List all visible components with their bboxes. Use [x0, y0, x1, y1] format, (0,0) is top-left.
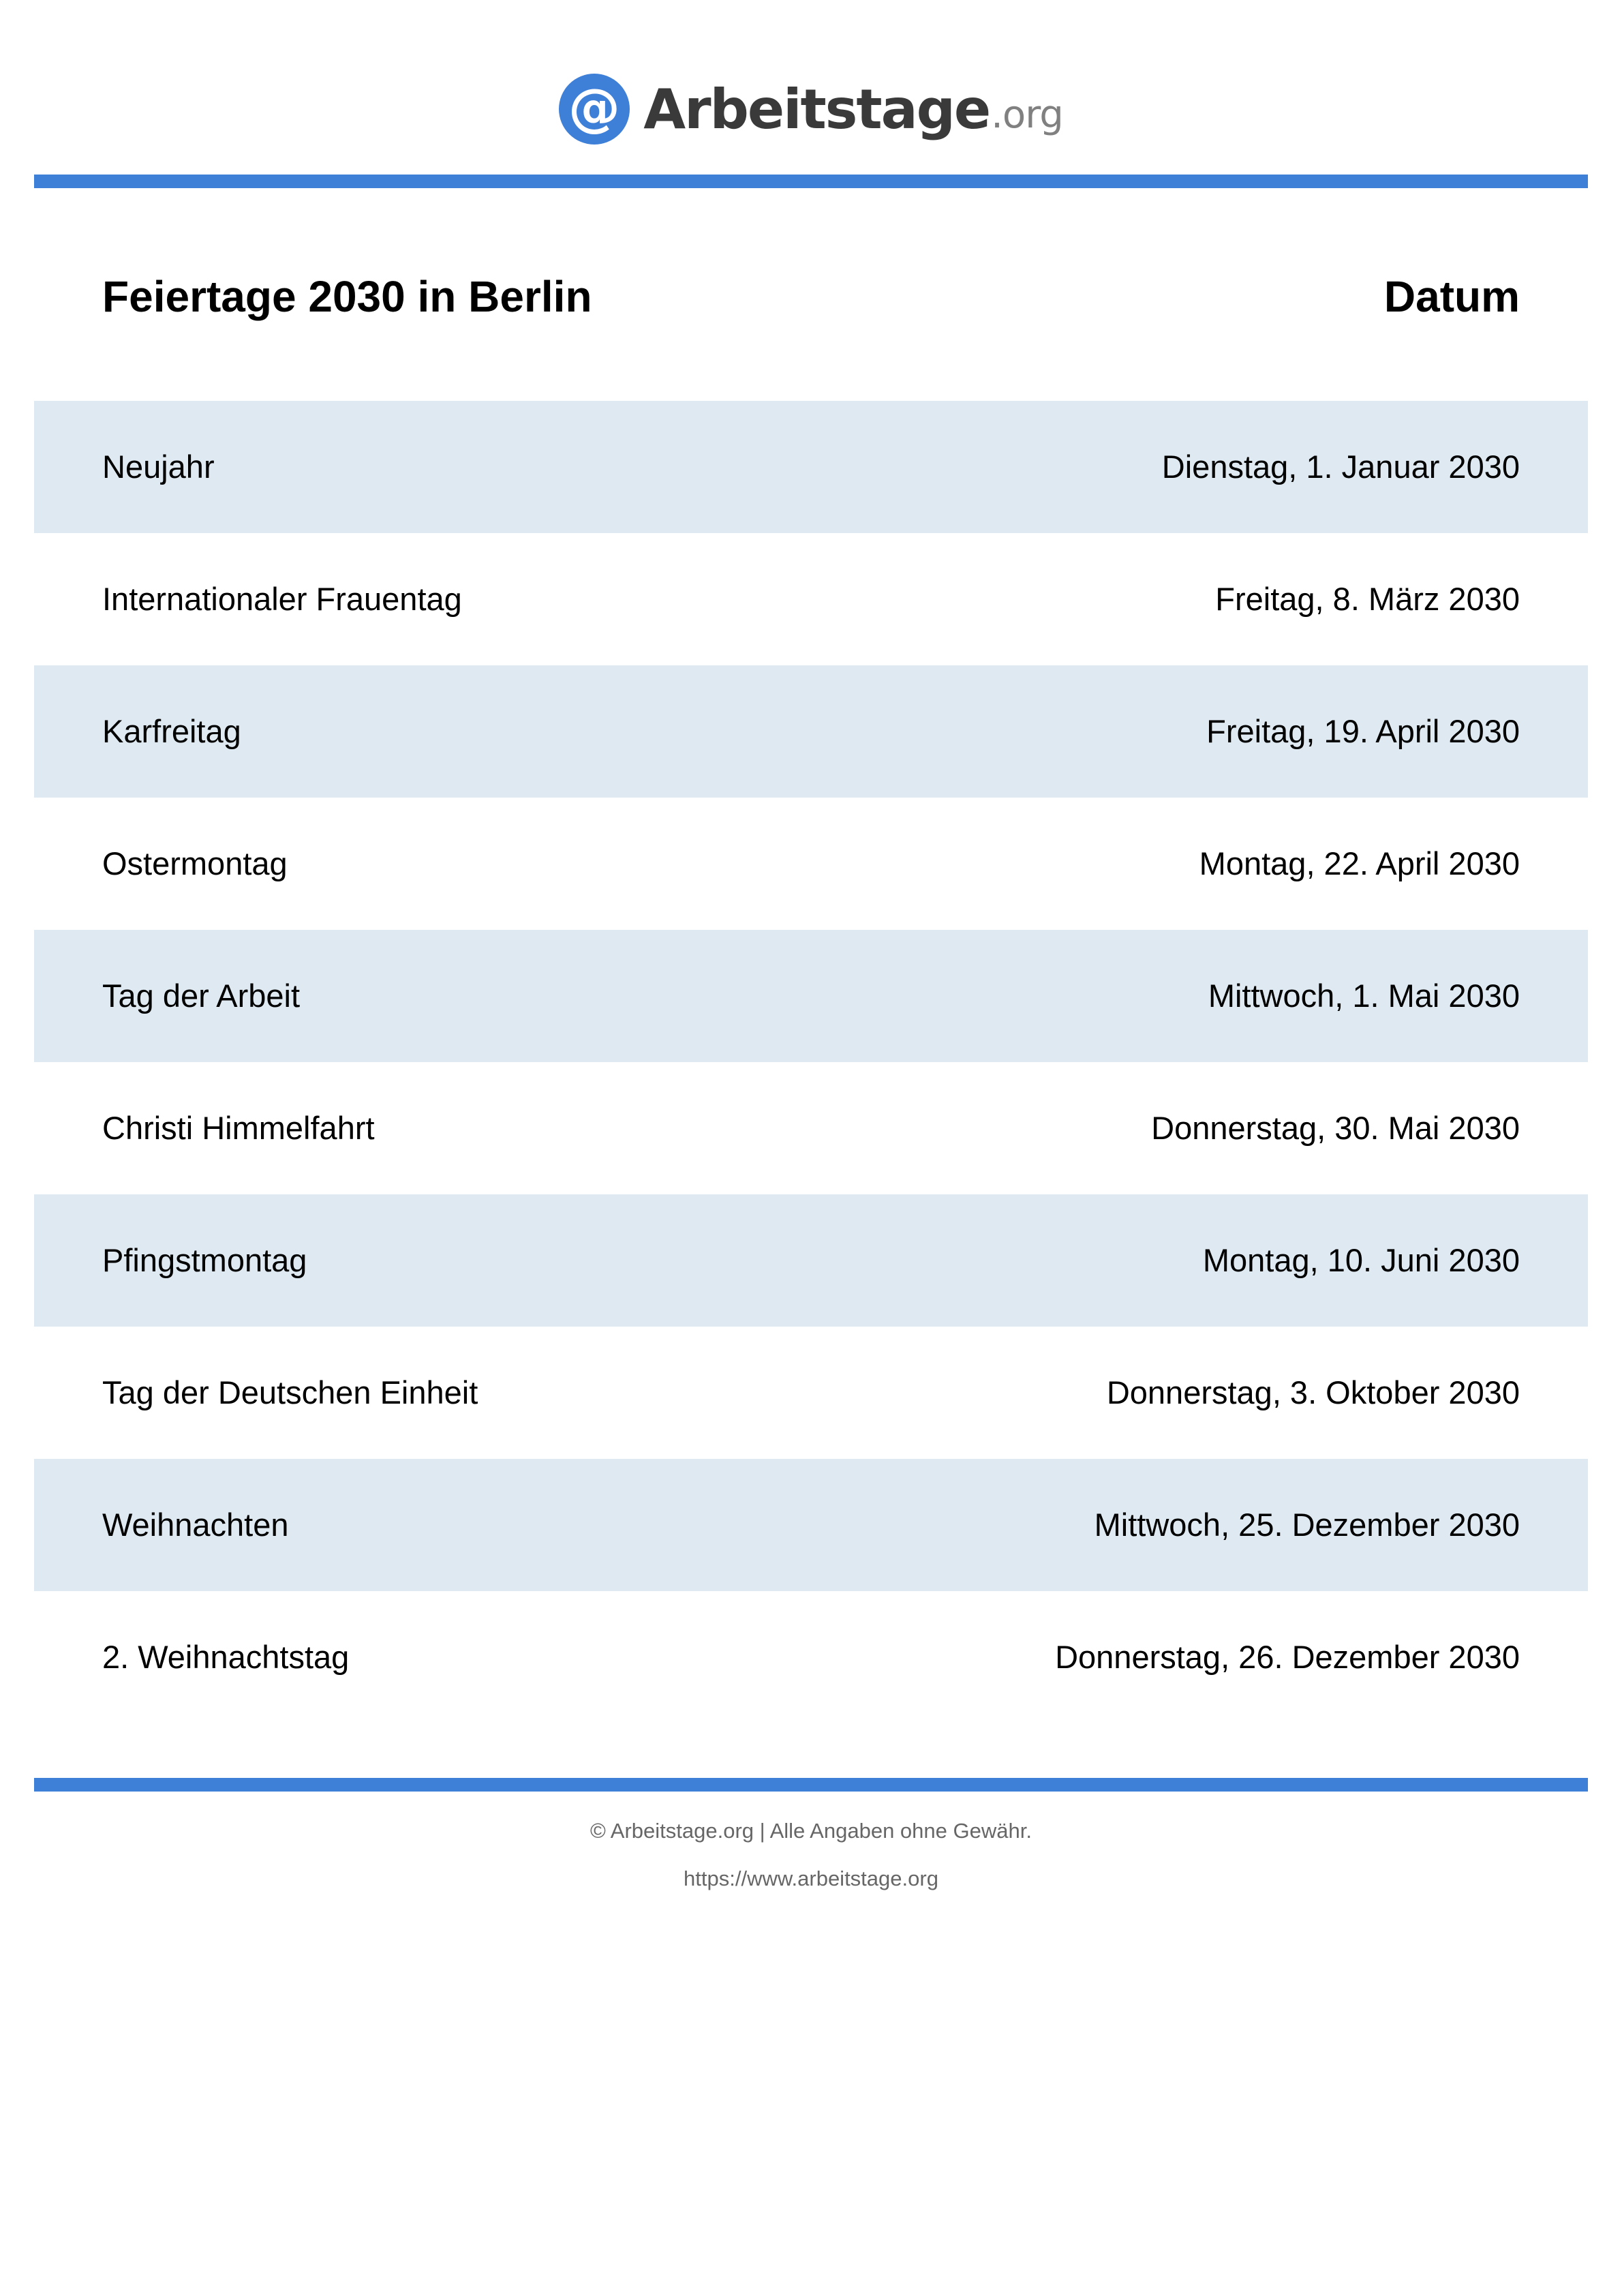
holiday-date: Montag, 22. April 2030	[1199, 845, 1520, 881]
holiday-name: Karfreitag	[102, 713, 241, 749]
table-row	[34, 930, 1588, 1062]
holiday-name: Internationaler Frauentag	[102, 581, 462, 617]
table-row	[34, 798, 1588, 930]
table-row	[34, 1459, 1588, 1591]
holiday-date: Donnerstag, 30. Mai 2030	[1151, 1110, 1520, 1146]
holiday-name: Neujahr	[102, 449, 215, 485]
holiday-date: Donnerstag, 3. Oktober 2030	[1106, 1374, 1520, 1410]
logo-tld: .org	[991, 92, 1063, 137]
footer-url-link[interactable]: https://www.arbeitstage.org	[684, 1867, 938, 1890]
bottom-divider	[34, 1778, 1588, 1792]
logo-group	[559, 74, 1063, 145]
holiday-date: Freitag, 8. März 2030	[1215, 581, 1520, 617]
holiday-date: Dienstag, 1. Januar 2030	[1161, 449, 1520, 485]
logo-symbol: @	[568, 77, 621, 138]
holiday-name: Tag der Arbeit	[102, 978, 301, 1014]
logo-wordmark: Arbeitstage	[643, 77, 990, 141]
holiday-date: Mittwoch, 1. Mai 2030	[1208, 978, 1520, 1014]
top-divider	[34, 175, 1588, 188]
table-row	[34, 401, 1588, 533]
holiday-table	[34, 401, 1588, 1723]
table-row	[34, 1591, 1588, 1723]
table-row	[34, 1194, 1588, 1327]
holiday-date: Mittwoch, 25. Dezember 2030	[1094, 1507, 1520, 1543]
page-title: Feiertage 2030 in Berlin	[102, 272, 592, 321]
holiday-name: Pfingstmontag	[102, 1242, 307, 1278]
holiday-date: Freitag, 19. April 2030	[1206, 713, 1520, 749]
table-row	[34, 665, 1588, 798]
table-row	[34, 533, 1588, 665]
holiday-name: Tag der Deutschen Einheit	[102, 1374, 478, 1410]
site-logo[interactable]	[0, 68, 1622, 150]
holiday-date: Donnerstag, 26. Dezember 2030	[1055, 1639, 1520, 1675]
holiday-name: Ostermontag	[102, 845, 288, 881]
holiday-date: Montag, 10. Juni 2030	[1202, 1242, 1520, 1278]
date-column-header: Datum	[1383, 272, 1520, 321]
table-row	[34, 1327, 1588, 1459]
at-sign-icon	[559, 74, 630, 145]
table-header	[34, 259, 1588, 334]
holiday-name: 2. Weihnachtstag	[102, 1639, 350, 1675]
holiday-name: Weihnachten	[102, 1507, 289, 1543]
holiday-name: Christi Himmelfahrt	[102, 1110, 375, 1146]
footer-copyright: © Arbeitstage.org | Alle Angaben ohne Gewähr.	[590, 1819, 1032, 1843]
table-row	[34, 1062, 1588, 1194]
